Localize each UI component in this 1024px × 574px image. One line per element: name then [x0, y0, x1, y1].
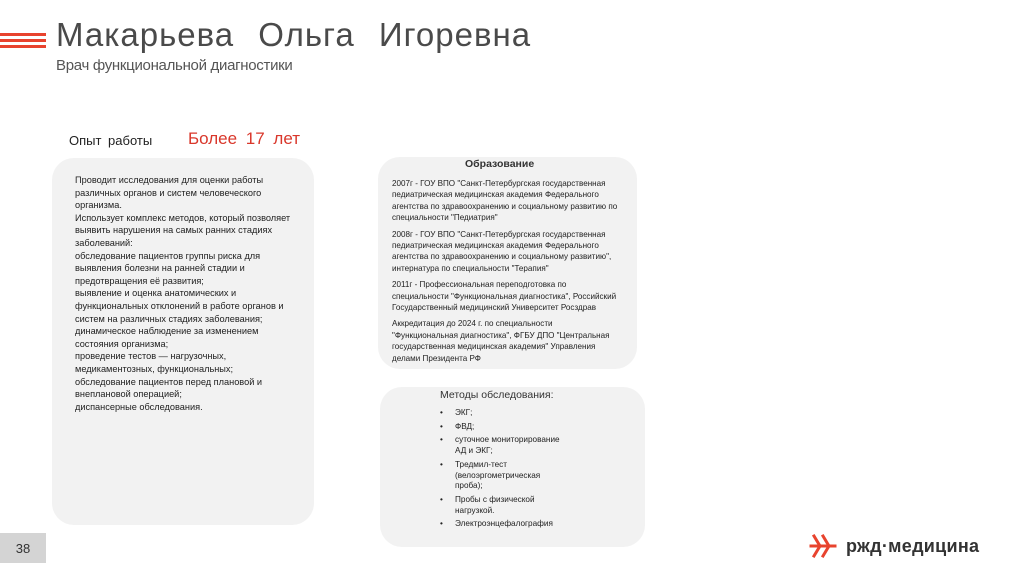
description-paragraph: обследование пациентов перед плановой и внеплановой операцией;	[75, 376, 263, 400]
description-paragraph: проведение тестов — нагрузочных, медикаментозных, функциональных;	[75, 351, 234, 374]
description-paragraph: диспансерные обследования.	[75, 401, 203, 412]
rzd-logo-icon	[808, 533, 838, 559]
education-item: 2007г - ГОУ ВПО "Санкт-Петербургская государственная педиатрическая медицинская академия Федерального агентства по здравоохранению и социальному развитию по специальности "Педиатрия"	[392, 179, 618, 223]
description-paragraph: Использует комплекс методов, который позволяет выявить нарушения на самых ранних стадиях заболеваний:	[75, 212, 291, 248]
experience-label: Опыт работы	[69, 133, 153, 148]
page-number: 38	[0, 533, 46, 563]
education-item: Аккредитация до 2024 г. по специальности "Функциональная диагностика", ФГБУ ДПО "Центральная государственная медицинская академия" Управления делами Президента РФ	[392, 319, 610, 363]
education-heading: Образование	[465, 158, 535, 170]
header-accent-bar-middle	[0, 39, 46, 42]
company-logo	[808, 533, 979, 559]
header-accent-bar-top	[0, 33, 46, 36]
methods-item: • суточное мониторирование АД и ЭКГ;	[440, 435, 570, 456]
education-item: 2008г - ГОУ ВПО "Санкт-Петербургская государственная педиатрическая медицинская академия Федерального агентства по здравоохранению и социальному развитию", интернатура по специальности "Терапия"	[392, 229, 612, 273]
methods-item: • Пробы с физической нагрузкой.	[440, 495, 570, 516]
doctor-position: Врач функциональной диагностики	[56, 57, 293, 74]
logo-text: ржд·медицина	[846, 535, 980, 556]
header-accent-bar-bottom	[0, 45, 46, 48]
description-paragraph: Проводит исследования для оценки работы различных органов и систем человеческого организма.	[75, 175, 264, 211]
education-list	[392, 178, 620, 369]
methods-item: • Электроэнцефалография	[440, 519, 570, 530]
methods-heading: Методы обследования:	[440, 389, 554, 401]
description-paragraph: динамическое наблюдение за изменением состояния организма;	[75, 326, 259, 349]
doctor-name: Макарьева Ольга Игоревна	[56, 16, 532, 53]
description-paragraph: обследование пациентов группы риска для выявления болезни на ранней стадии и предотвращения её развития;	[75, 250, 261, 286]
experience-value: Более 17 лет	[188, 129, 301, 148]
methods-item: • ЭКГ;	[440, 408, 570, 419]
methods-item: • ФВД;	[440, 422, 570, 433]
description-text	[75, 174, 301, 413]
methods-item: • Тредмил-тест (велоэргометрическая проба);	[440, 460, 570, 492]
methods-list	[440, 408, 570, 533]
description-paragraph: выявление и оценка анатомических и функциональных отклонений в работе органов и систем на различных стадиях заболевания;	[75, 288, 284, 324]
education-item: 2011г - Профессиональная переподготовка по специальности "Функциональная диагностика", Российский Государственный медицинский Университет Росздрав	[392, 280, 617, 313]
